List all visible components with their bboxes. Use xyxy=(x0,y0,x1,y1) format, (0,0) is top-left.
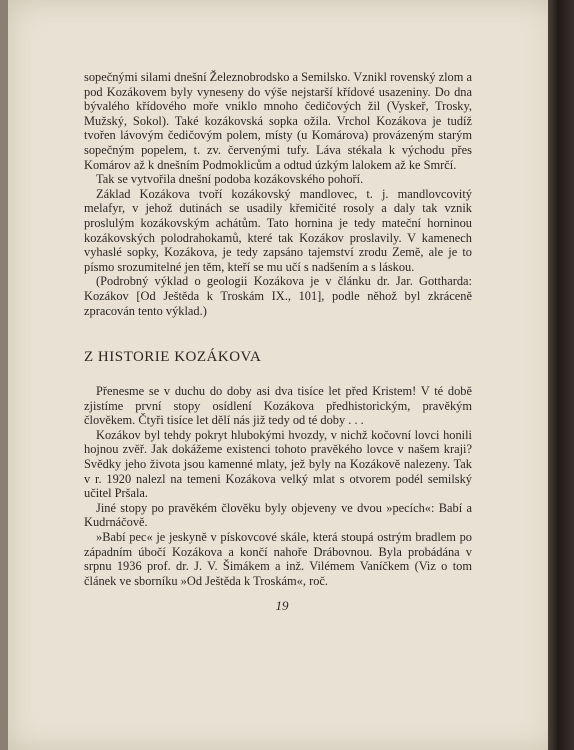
paragraph: (Podrobný výklad o geologii Kozákova je v článku dr. Jar. Gotthardа: Kozákov [Od Ještěda k Troskám IX., 101], podle něhož byl zkráceně zpracován tento výklad.) xyxy=(84,274,472,318)
page-number: 19 xyxy=(275,598,289,613)
page-edge-shadow xyxy=(548,0,574,750)
paragraph: Kozákov byl tehdy pokryt hlubokými hvozdy, v nichž kočovní lovci honili hojnou zvěř. Jak dokážeme existenci tohoto pravěkého lovce v našem kraji? Svědky jeho života jsou kamenné mlaty, jež byly na Kozákově nalezeny. Tak v r. 1920 nalezl na temeni Kozákova velký mlat s otvorem podél semilský učitel Pršala. xyxy=(84,427,472,501)
paragraph: Přenesme se v duchu do doby asi dva tisíce let před Kristem! V té době zjistíme první stopy osídlení Kozákova předhistorickým, pravěkým člověkem. Čtyři tisíce let dělí nás již tedy od té doby . . . xyxy=(84,384,472,428)
paragraph: sopečnými silami dnešní Železnobrodsko a Semilsko. Vznikl rovenský zlom a pod Kozákovem byly vyneseny do výše nejstarší křídové usazeniny. Do dna bývalého křídového moře vniklo mnoho čedičových žil (Vyskeř, Trosky, Mužský, Sokol). Také kozákovská sopka ožila. Vrchol Kozákova je tudíž tvořen lávovým čedičovým polem, místy (u Komárova) provázeným starým sopečným popelem, t. zv. červenými tufy. Láva stékala k východu přes Komárov až k dnešním Podmoklicům a odtud úzkým lalokem až ke Smrčí. xyxy=(84,70,472,172)
paragraph: Základ Kozákova tvoří kozákovský mandlovec, t. j. mandlovcovitý melafyr, v jehož dutinách se usadily křemičité rosoly a daly tak vznik proslulým kozákovským achátům. Tato hornina je tedy mateční horninou kozákovských polodrahokamů, které tak Kozákov proslavily. V kamenech vyhaslé sopky, Kozákova, je tedy zapsáno tajemství zrodu Země, ale je to písmo srozumitelné jen těm, kteří se mu učí s nadšením a s láskou. xyxy=(84,186,472,274)
paragraph: Jiné stopy po pravěkém člověku byly objeveny ve dvou »pecích«: Babí a Kudrnáčově. xyxy=(84,500,472,530)
body-text-bottom xyxy=(84,384,472,588)
paragraph: »Babí pec« je jeskyně v pískovcové skále, která stoupá ostrým bradlem po západním úbočí Kozákova a končí nahoře Drábovnou. Byla probádána v srpnu 1936 prof. dr. J. V. Šimákem a inž. Vilémem Vaníčkem (Viz o tom článek ve sborníku »Od Ještěda k Troskám«, roč. xyxy=(84,529,472,588)
paragraph: Tak se vytvořila dnešní podoba kozákovského pohoří. xyxy=(96,172,364,187)
section-heading: Z HISTORIE KOZÁKOVA xyxy=(84,349,262,365)
book-page xyxy=(8,0,556,750)
body-text-top xyxy=(84,70,472,318)
